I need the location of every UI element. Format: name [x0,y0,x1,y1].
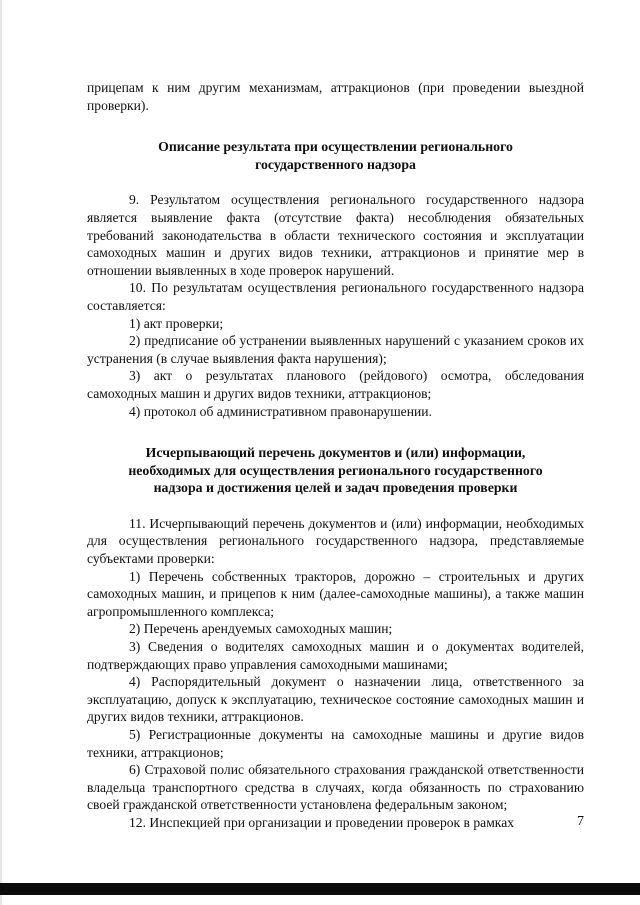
paragraph-9: 9. Результатом осуществления регионального государственного надзора является выявление факта (отсутствие факта) несоблюдения обязательных требований законодательства в области технического состояния и эксплуатации самоходных машин и других видов техники, аттракционов и принятие мер в отношении выявленных в ходе проверок нарушений. [87,192,584,278]
list-item: 2) Перечень арендуемых самоходных машин; [129,621,393,637]
paragraph-10: 10. По результатам осуществления регионального государственного надзора составляется: [87,280,584,313]
paragraph-12: 12. Инспекцией при организации и проведении проверок в рамках [129,814,515,830]
list-item: 1) акт проверки; [129,315,224,331]
list-item: 2) предписание об устранении выявленных нарушений с указанием сроков их устранения (в случае выявления факта нарушения); [87,333,584,366]
scan-edge [0,0,2,905]
section2-heading-line2: необходимых для осуществления регионального государственного [128,462,543,478]
list-item: 3) Сведения о водителях самоходных машин и о документах водителей, подтверждающих право управления самоходными машинами; [87,639,584,672]
section2-heading-line3: надзора и достижения целей и задач проведения проверки [153,480,518,496]
section1-heading-line1: Описание результата при осуществлении регионального [158,139,513,155]
list-item: 3) акт о результатах планового (рейдового) осмотра, обследования самоходных машин и других видов техники, аттракционов; [87,368,584,401]
section1-heading-line2: государственного надзора [255,156,416,172]
page-number: 7 [577,814,584,829]
list-item: 5) Регистрационные документы на самоходные машины и другие видов техники, аттракционов; [87,727,584,760]
list-item: 4) Распорядительный документ о назначении лица, ответственного за эксплуатацию, допуск к эксплуатацию, техническое состояние самоходных машин и других видов техники, аттракционов. [87,674,584,725]
paragraph-11: 11. Исчерпывающий перечень документов и (или) информации, необходимых для осуществления регионального государственного надзора, представляемые субъектами проверки: [87,515,584,567]
list-item: 4) протокол об административном правонарушении. [129,403,432,419]
section2-heading-line1: Исчерпывающий перечень документов и (или) информации, [145,445,526,461]
intro-paragraph: прицепам к ним другим механизмам, аттракционов (при проведении выездной проверки). [87,80,584,113]
document-body [87,79,584,832]
scan-bottom-border [0,883,640,895]
list-item: 6) Страховой полис обязательного страхования гражданской ответственности владельца транспортного средства в случаях, когда обязанность по страхованию своей гражданской ответственности установлена федеральным законом; [87,762,584,813]
list-item: 1) Перечень собственных тракторов, дорожно – строительных и других самоходных машин, и прицепов к ним (далее-самоходные машины), а также машин агропромышленного комплекса; [87,568,584,619]
